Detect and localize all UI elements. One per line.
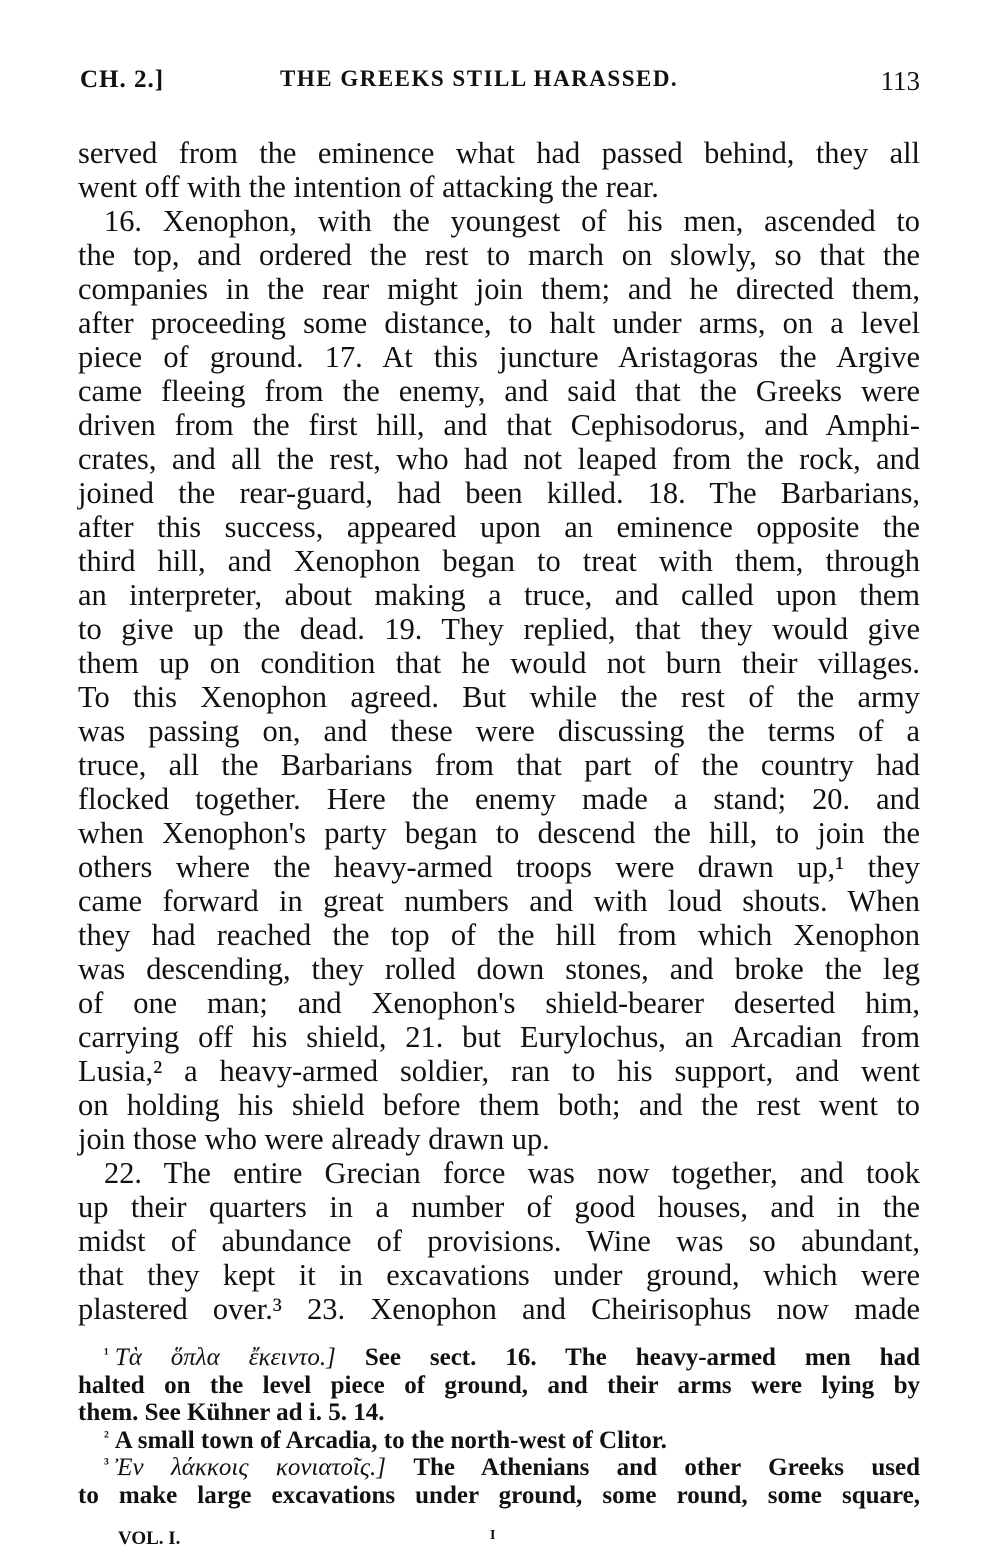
signature-line <box>118 1528 518 1554</box>
footnote-1 <box>78 1344 920 1372</box>
text-line: when Xenophon's party began to descend the hill, to join the <box>78 816 920 850</box>
text-line: came fleeing from the enemy, and said that the Greeks were <box>78 374 920 408</box>
text-line: midst of abundance of provisions. Wine was so abundant, <box>78 1224 920 1258</box>
footnote-3 <box>78 1454 920 1482</box>
page-number: 113 <box>880 66 920 96</box>
volume-label: VOL. I. <box>118 1528 181 1549</box>
text-line: joined the rear-guard, had been killed. 18. The Barbarians, <box>78 476 920 510</box>
footnote-marker: ² <box>104 1428 109 1446</box>
footnote-text: halted on the level piece of ground, and their arms were lying by <box>78 1371 920 1399</box>
text-line: an interpreter, about making a truce, and called upon them <box>78 578 920 612</box>
footnote-text: The Athenians and other Greeks used <box>413 1454 921 1481</box>
text-line: third hill, and Xenophon began to treat with them, through <box>78 544 920 578</box>
footnote-text: A small town of Arcadia, to the north-west of Clitor. <box>114 1426 667 1454</box>
text-line: 22. The entire Grecian force was now together, and took <box>104 1156 920 1190</box>
text-line: the top, and ordered the rest to march on slowly, so that the <box>78 238 920 272</box>
text-line: served from the eminence what had passed behind, they all <box>78 136 920 170</box>
text-line: up their quarters in a number of good houses, and in the <box>78 1190 920 1224</box>
footnote-text: them. See Kühner ad i. 5. 14. <box>78 1399 385 1426</box>
text-line: of one man; and Xenophon's shield-bearer deserted him, <box>78 986 920 1020</box>
text-line: join those who were already drawn up. <box>78 1122 550 1156</box>
text-line: them up on condition that he would not burn their villages. <box>78 646 920 680</box>
text-line: after proceeding some distance, to halt under arms, on a level <box>78 306 920 340</box>
text-line: was descending, they rolled down stones, and broke the leg <box>78 952 920 986</box>
footnote-marker: ³ <box>104 1456 109 1473</box>
text-line: flocked together. Here the enemy made a stand; 20. and <box>78 782 920 816</box>
footnote-marker: ¹ <box>104 1346 109 1363</box>
text-line: to give up the dead. 19. They replied, that they would give <box>78 612 920 646</box>
text-line: went off with the intention of attacking the rear. <box>78 170 659 204</box>
text-line: companies in the rear might join them; and he directed them, <box>78 272 920 306</box>
text-line: driven from the first hill, and that Cephisodorus, and Amphi- <box>78 408 920 442</box>
text-line: on holding his shield before them both; and the rest went to <box>78 1088 920 1122</box>
text-line: plastered over.³ 23. Xenophon and Cheirisophus now made <box>78 1292 920 1326</box>
body-text <box>78 136 920 1326</box>
text-line: truce, all the Barbarians from that part of the country had <box>78 748 920 782</box>
text-line: that they kept it in excavations under ground, which were <box>78 1258 920 1292</box>
footnote-text: to make large excavations under ground, some round, some square, <box>78 1481 920 1509</box>
chapter-label: CH. 2.] <box>80 66 165 93</box>
running-head <box>80 66 920 106</box>
signature-mark: I <box>490 1528 496 1543</box>
text-line: crates, and all the rest, who had not leaped from the rock, and <box>78 442 920 476</box>
text-line: Lusia,² a heavy-armed soldier, ran to his support, and went <box>78 1054 920 1088</box>
text-line: To this Xenophon agreed. But while the rest of the army <box>78 680 920 714</box>
footnotes <box>78 1344 920 1509</box>
text-line: they had reached the top of the hill from which Xenophon <box>78 918 920 952</box>
text-line: was passing on, and these were discussing the terms of a <box>78 714 920 748</box>
text-line: piece of ground. 17. At this juncture Aristagoras the Argive <box>78 340 920 374</box>
text-line: 16. Xenophon, with the youngest of his men, ascended to <box>104 204 920 238</box>
greek-phrase: Ἐν λάκκοις κονιατοῖς.] <box>114 1454 386 1481</box>
greek-phrase: Τὰ ὅπλα ἔκειντο.] <box>114 1344 336 1371</box>
text-line: came forward in great numbers and with loud shouts. When <box>78 884 920 918</box>
footnote-text: See sect. 16. The heavy-armed men had <box>364 1344 920 1371</box>
text-line: others where the heavy-armed troops were drawn up,¹ they <box>78 850 920 884</box>
text-line: after this success, appeared upon an eminence opposite the <box>78 510 920 544</box>
text-line: carrying off his shield, 21. but Eurylochus, an Arcadian from <box>78 1020 920 1054</box>
running-title: THE GREEKS STILL HARASSED. <box>280 66 679 91</box>
footnote-2 <box>78 1427 920 1455</box>
